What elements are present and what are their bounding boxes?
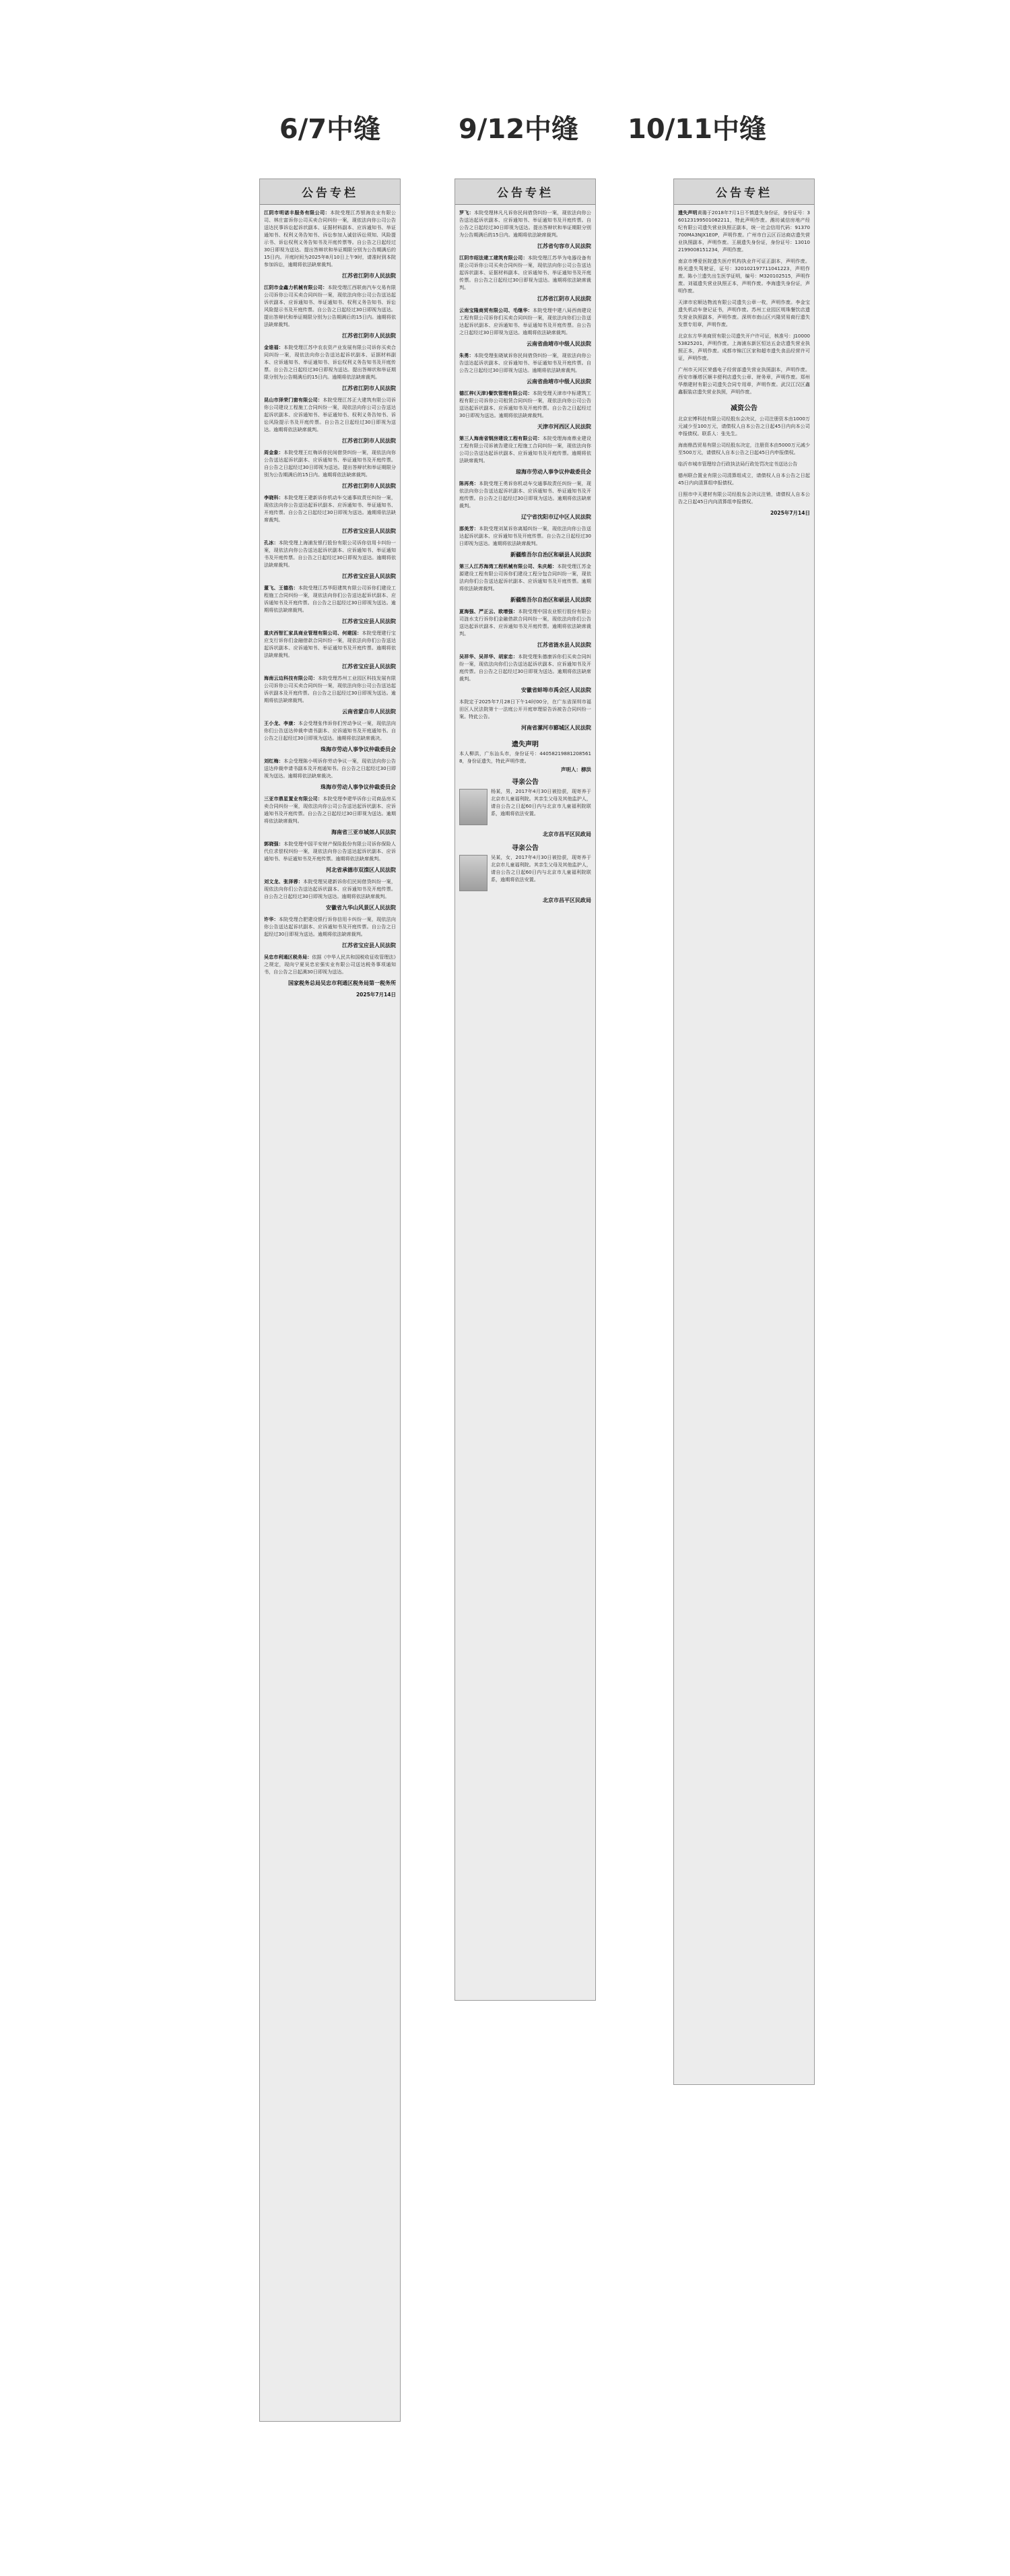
statement-title: 遗失声明 [512,741,539,748]
find-title: 寻亲公告 [512,845,539,852]
court-name: 云南省蒙自市人民法院 [342,709,396,715]
notice-text: 李晓科：本院受理王建新诉你机动车交通事故责任纠纷一案，现依法向你公告送达起诉状副本、应诉通知书、举证通知书、开庭传票。自公告之日起经过30日即视为送达。逾期将依法缺席裁判。 [264,494,396,523]
court-name: 新疆维吾尔自治区和硕县人民法院 [510,552,591,558]
notice-lead: 江阴市绍法建工建筑有限公司： [459,255,528,261]
notice-item [459,434,591,476]
find-notice [459,854,591,904]
notice-item [264,396,396,445]
child-photo [459,789,487,825]
court-name: 江苏省江阴市人民法院 [342,333,396,339]
notice-item [264,284,396,340]
notice-item [459,562,591,604]
notice-text: 北京东方华美商贸有限公司遗失开户许可证，核准号：J1000053825201，声明作废。上海浦东新区恒达五金店遗失营业执照正本，声明作废。成都市锦江区家和超市遗失食品经营许可证，声明作废。 [678,333,810,361]
notice-lead: 周金象： [264,449,284,455]
column-body [260,205,400,1002]
child-photo [459,855,487,891]
ad-text: 日照市中天建材有限公司经股东会决议注销，请债权人自本公告之日起45日内向清算组申报债权。 [678,491,810,505]
court-name: 海南省三亚市城郊人民法院 [331,829,396,835]
notice-text: 德江梓(天津)餐饮管理有限公司：本院受理天津市中标建筑工程有限公司诉你公司租赁合同纠纷一案，现依法向你公司公告送达起诉状副本、应诉通知书及开庭传票。自公告之日起经过30日即视为送达。逾期将依法缺席裁判。 [459,390,592,418]
notice-text: 许华：本院受理合肥建设银行诉你信用卡纠纷一案，现依法向你公告送达起诉状副本、应诉通知书及开庭传票。自公告之日起经过30日即视为送达。逾期将依法缺席裁判。 [264,916,396,937]
notice-text: 云南宝隆商贸有限公司、毛继华：本院受理中建八局西南建设工程有限公司诉你们买卖合同纠纷一案，现依法向你们公告送达起诉状副本、应诉通知书、举证通知书及开庭传票。自公告之日起经过30日即视为送达。逾期将依法缺席裁判。 [459,307,591,335]
notice-text: 董飞、王德浩：本院受理江苏华阳建筑有限公司诉你们建设工程施工合同纠纷一案，现依法向你们公告送达起诉状副本、应诉通知书及开庭传票。自公告之日起经过30日即视为送达。逾期将依法缺席裁判。 [264,585,396,613]
notice-lead: 陈再亮： [459,480,479,486]
notice-text: 朱勇：本院受理张晓斌诉你民间借贷纠纷一案，现依法向你公告送达起诉状副本、应诉通知书、举证通知书及开庭传票。自公告之日起经过30日即视为送达。逾期将依法缺席裁判。 [459,352,591,373]
notice-item [459,352,591,385]
notice-lead: 三亚市鼎星置业有限公司： [264,796,323,802]
column-heading-3: 10/11中缝 [628,114,766,145]
notice-text: 天津市宏顺达物流有限公司遗失公章一枚，声明作废。李金宝遗失机动车登记证书，声明作废。苏州工业园区明珠餐饮店遗失营业执照副本，声明作废。深圳市南山区兴隆贸易商行遗失发票专用章，声明作废。 [678,299,810,327]
notice-item [678,257,810,294]
notice-text: 陈再亮：本院受理王勇诉你机动车交通事故责任纠纷一案，现依法向你公告送达起诉状副本、应诉通知书、举证通知书及开庭传票。自公告之日起经过30日即视为送达。逾期将依法缺席裁判。 [459,480,591,509]
notice-text: 本院定于2025年7月28日下午14时00分，在广东省深圳市福田区人民法院第十一法庭公开开庭审理原告诉被告合同纠纷一案。特此公告。 [459,699,591,719]
notice-lead: 重庆西智汇家具商业管理有限公司、何建国： [264,630,362,636]
notice-item [264,719,396,753]
court-name: 辽宁省沈阳市辽中区人民法院 [521,514,591,520]
notice-lead: 刘红梅： [264,758,284,764]
notice-text: 吴祥华、吴祥华、胡家忠：本院受理朱德康诉你们买卖合同纠纷一案，现依法向你们公告送达起诉状副本、应诉通知书及开庭传票。自公告之日起经过30日即视为送达。逾期将依法缺席裁判。 [459,653,591,682]
notice-lead: 昆山市泽荣门窗有限公司： [264,397,323,403]
find-notice [459,787,591,838]
notice-lead: 德江梓(天津)餐饮管理有限公司： [459,390,533,396]
notice-text: 昆山市泽荣门窗有限公司：本院受理江苏正大建筑有限公司诉你公司建设工程施工合同纠纷一案，现依法向你公司公告送达起诉状副本、应诉通知书、举证通知书、权利义务告知书、诉讼风险提示书及开庭传票。自公告之日起经过30日即视为送达。逾期将依法缺席裁判。 [264,397,396,432]
notice-lead: 孔冰： [264,540,279,546]
court-name: 江苏省宝应县人民法院 [342,942,396,948]
notice-item [678,209,810,253]
court-name: 江苏省江阴市人民法院 [342,438,396,444]
notice-text: 刘红梅：本会受理陈小明诉你劳动争议一案，现依法向你公告送达仲裁申请书副本及开庭通知书。自公告之日起经过30日即视为送达。逾期将依法缺席裁决。 [264,758,396,779]
ad-text: 海南鼎昌贸易有限公司经股东决定，注册资本由5000万元减少至500万元，请债权人自本公告之日起45日内申报债权。 [678,442,810,455]
notice-text: 王小龙、李康：本会受理张伟诉你们劳动争议一案，现依法向你们公告送达仲裁申请书副本、应诉通知书及开庭通知书。自公告之日起经过30日即视为送达。逾期将依法缺席裁决。 [264,720,396,741]
notice-lead: 吴祥华、吴祥华、胡家忠： [459,653,518,659]
notice-item [264,840,396,874]
notice-item [459,698,591,732]
notice-item [264,584,396,625]
notice-item [264,629,396,670]
notice-text: 广州市天河区荣盛电子经营部遗失营业执照副本，声明作废。西安市雁塔区顺丰便利店遗失公章、财务章，声明作废。郑州华鼎建材有限公司遗失合同专用章，声明作废。武汉江汉区鑫鑫服装店遗失营业执照，声明作废。 [678,366,810,395]
notice-item [459,525,591,558]
notice-item [459,389,591,430]
notice-text: 孔冰：本院受理上海浦发银行股份有限公司诉你信用卡纠纷一案，现依法向你公告送达起诉状副本、应诉通知书、举证通知书及开庭传票。自公告之日起经过30日即视为送达。逾期将依法缺席裁判。 [264,540,396,568]
notice-text: 第三人海南省钢房建设工程有限公司：本院受理海南鼎业建设工程有限公司诉被告建设工程施工合同纠纷一案，现依法向你公司公告送达起诉状副本、应诉通知书及开庭传票。逾期将依法缺席裁判。 [459,435,591,463]
notice-item [264,539,396,580]
notice-lead: 吴忠市利通区税务局： [264,954,312,960]
notice-lead: 董飞、王德浩： [264,585,298,591]
notice-text: 三亚市鼎星置业有限公司：本院受理李建华诉你公司商品房买卖合同纠纷一案，现依法向你公司公告送达起诉状副本、应诉通知书及开庭传票。自公告之日起经过30日即视为送达。逾期将依法缺席裁判。 [264,796,396,824]
ad-item [678,415,810,437]
notice-lead: 王小龙、李康： [264,720,298,726]
find-text: 杨某，男，2017年4月30日被拾获，现寄养于北京市儿童福利院。其亲生父母及其他监护人，请自公告之日起60日内与北京市儿童福利院联系，逾期将依法安置。 [491,788,591,816]
notice-text: 第三人江苏海湾工程机械有限公司、朱庆超：本院受理江苏金源建设工程有限公司诉你们建设工程分包合同纠纷一案，现依法向你们公告送达起诉状副本、应诉通知书及开庭传票。逾期将依法缺席裁判。 [459,563,591,591]
court-name: 江苏省江阴市人民法院 [342,483,396,489]
court-name: 江苏省宝应县人民法院 [342,618,396,624]
column-body [674,205,814,521]
court-name: 琼海市劳动人事争议仲裁委员会 [516,469,591,475]
notice-item [264,494,396,535]
notice-lead: 第三人海南省钢房建设工程有限公司： [459,435,543,441]
notice-item [264,209,396,280]
court-name: 江苏省江阴市人民法院 [342,385,396,391]
column-title: 公告专栏 [260,179,400,205]
notice-text: 江阴市明诺丰服务有限公司：本院受理江苏银海农业有限公司、林庄富诉你公司买卖合同纠纷一案，现依法向你公司公告送达民事诉讼起诉状副本、证据材料副本、应诉通知书、举证通知书、权利义务告知书、诉讼参加人诚信诉讼须知、风险提示书、诉讼权利义务告知书及开庭传票等。自公告之日起经过30日即视为送达。提出答辩状和举证期限分别为公告期满后的15日内。开庭时间为2025年8月10日上午9时，请准时到本院参加诉讼，逾期将依法缺席裁判。 [264,210,397,267]
notice-lead: 遗失声明 [678,210,698,216]
column-body [455,205,595,909]
notice-text: 罗飞：本院受理林凡凡诉你民间借贷纠纷一案，现依法向你公告送达起诉状副本、应诉通知书、举证通知书及开庭传票。自公告之日起经过30日即视为送达。提出答辩状和举证期限分别为公告期满后的15日内。逾期将依法缺席裁判。 [459,210,591,238]
notice-item [678,298,810,328]
court-name: 河北省承德市双滦区人民法院 [326,867,396,873]
notice-text: 江阴市绍法建工建筑有限公司：本院受理江苏华为电器设备有限公司诉你公司买卖合同纠纷一案，现依法向你公司公告送达起诉状副本、证据材料副本、应诉通知书、举证通知书及开庭传票。自公告之日起经过30日即视为送达。逾期将依法缺席裁判。 [459,255,591,290]
court-name: 云南省曲靖市中级人民法院 [527,379,591,385]
notice-lead: 李晓科： [264,494,284,501]
notice-item [264,915,396,949]
notice-item [459,480,591,521]
notice-lead: 第三人江苏海湾工程机械有限公司、朱庆超： [459,563,558,569]
ad-section-title: 减资公告 [731,405,758,412]
court-name: 云南省曲靖市中级人民法院 [527,341,591,347]
ad-item [678,460,810,468]
notice-item [459,254,591,302]
court-name: 江苏省宝应县人民法院 [342,664,396,670]
notice-lead: 那美芳： [459,525,479,532]
court-name: 国家税务总局吴忠市利通区税务局第一税务所 [288,980,396,986]
notice-text: 金谁福：本院受理江苏中农农资产业发展有限公司诉你买卖合同纠纷一案，现依法向你公告送达起诉状副本、证据材料副本、应诉通知书、举证通知书、诉讼权利义务告知书及开庭传票。自公告之日起经过30日即视为送达。提出答辩状和举证期限分别为公告期满后的15日内。逾期将依法缺席裁判。 [264,344,396,380]
notice-item [459,209,591,250]
notice-item [264,757,396,791]
statement-text: 本人柳洪，广东汕头市，身份证号：440582198812085618，身份证遗失，特此声明作废。 [459,750,591,764]
ad-text: 德州联合置业有限公司清算组成立，请债权人自本公告之日起45日内向清算组申报债权。 [678,472,810,486]
notice-item [459,653,591,694]
column-heading-1: 6/7中缝 [279,114,381,145]
notice-text: 南京市博爱医院遗失医疗机构执业许可证正副本，声明作废。杨光遗失驾驶证，证号：320102197711041223，声明作废。陈小兰遗失出生医学证明，编号：M320102515，声明作废。刘福遗失营业执照正本，声明作废。李海遗失身份证，声明作废。 [678,258,810,294]
ad-text: 北京宏博科技有限公司经股东会决议，公司注册资本由1000万元减少至100万元，请债权人自本公告之日起45日内向本公司申报债权。联系人：张先生。 [678,416,810,437]
notice-lead: 云南宝隆商贸有限公司、毛继华： [459,307,533,313]
notice-lead: 金谁福： [264,344,284,350]
ad-item [678,472,810,486]
court-name: 江苏省句容市人民法院 [537,243,591,249]
column-title: 公告专栏 [674,179,814,205]
notice-item [678,332,810,362]
notice-column-2 [454,179,596,2001]
column-heading-2: 9/12中缝 [458,114,579,145]
court-name: 江苏省宝应县人民法院 [342,528,396,534]
ad-item [678,441,810,456]
notice-item [459,307,591,348]
notice-text: 夏海强、严正云、欧增强：本院受理中国农业银行股份有限公司涟水支行诉你们金融借款合同纠纷一案，现依法向你们公告送达起诉状副本、应诉通知书及开庭传票。逾期将依法缺席裁判。 [459,608,591,637]
court-name: 江苏省宝应县人民法院 [342,573,396,579]
notice-item [264,795,396,836]
notice-text: 刘文龙、张泽蓉：本院受理吴建新诉你们民间借贷纠纷一案，现依法向你们公告送达起诉状副本、应诉通知书及开庭传票。自公告之日起经过30日即视为送达。逾期将依法缺席裁判。 [264,878,396,899]
notice-lead: 海南云边科技有限公司： [264,675,318,681]
court-name: 新疆维吾尔自治区和硕县人民法院 [510,597,591,603]
notice-lead: 罗飞： [459,210,474,216]
court-name: 江苏省江阴市人民法院 [537,296,591,302]
notice-date: 2025年7月14日 [356,992,396,998]
court-name: 江苏省涟水县人民法院 [537,642,591,648]
column-title: 公告专栏 [455,179,595,205]
court-name: 珠海市劳动人事争议仲裁委员会 [321,784,396,790]
notice-text: 重庆西智汇家具商业管理有限公司、何建国：本院受理建行宝应支行诉你们金融借款合同纠纷一案，现依法向你们公告送达起诉状副本、应诉通知书、举证通知书及开庭传票。逾期将依法缺席裁判。 [264,630,396,658]
notice-lead: 刘文龙、张泽蓉： [264,878,304,884]
notice-item [264,344,396,392]
notice-item [264,878,396,911]
notice-item [678,366,810,395]
find-org: 北京市昌平区民政局 [543,831,591,837]
ad-item [678,490,810,505]
ad-text: 临沂市城市管理综合行政执法局行政处罚决定书送达公告 [678,461,798,467]
find-org: 北京市昌平区民政局 [543,897,591,903]
notice-item [264,953,396,987]
notice-text: 郭晓强：本院受理中国平安财产保险股份有限公司诉你保险人代位求偿权纠纷一案，现依法向你公告送达起诉状副本、应诉通知书、举证通知书及开庭传票。逾期将依法缺席裁判。 [264,841,396,862]
notice-lead: 夏海强、严正云、欧增强： [459,608,518,614]
notice-date: 2025年7月14日 [770,510,810,516]
notice-text: 吴忠市利通区税务局：依据《中华人民共和国税收征收管理法》之规定，现向宁夏吴忠宏强实业有限公司送达税务事项通知书，自公告之日起满30日即视为送达。 [264,954,396,975]
notice-lead: 郭晓强： [264,841,284,847]
notice-lead: 许华： [264,916,279,922]
court-name: 安徽省九华山风景区人民法院 [326,905,396,911]
court-name: 江苏省江阴市人民法院 [342,273,396,279]
find-title: 寻亲公告 [512,779,539,786]
court-name: 珠海市劳动人事争议仲裁委员会 [321,746,396,752]
notice-text: 遗失声明黄璐于2018年7月1日不慎遗失身份证，身份证号：360123199501082211，特此声明作废。潍坊诚信房地产经纪有限公司遗失营业执照正副本，统一社会信用代码：91370700MA3NJX1E0P，声明作废。广州市白云区百达商店遗失营业执照副本，声明作废。王晨遗失身份证，身份证号：130102199008151234，声明作废。 [678,210,811,253]
notice-lead: 朱勇： [459,352,474,358]
notice-column-1 [259,179,401,2422]
court-name: 河南省漯河市郾城区人民法院 [521,725,591,731]
statement-sign: 声明人：柳洪 [561,767,591,773]
notice-text: 那美芳：本院受理刘某诉你离婚纠纷一案，现依法向你公告送达起诉状副本、应诉通知书及开庭传票。自公告之日起经过30日即视为送达。逾期将依法缺席裁判。 [459,525,591,546]
court-name: 天津市河西区人民法院 [537,424,591,430]
notice-item [459,608,591,649]
notice-item [264,449,396,490]
notice-text: 周金象：本院受理王红梅诉你民间借贷纠纷一案，现依法向你公告送达起诉状副本、应诉通知书、举证通知书及开庭传票。自公告之日起经过30日即视为送达。提出答辩状和举证期限分别为公告期满后的15日内。逾期将依法缺席裁判。 [264,449,396,478]
notice-column-3 [673,179,815,2085]
notice-lead: 江阴市金鑫力机械有限公司： [264,284,328,290]
notice-lead: 江阴市明诺丰服务有限公司： [264,210,331,216]
notice-text: 海南云边科技有限公司：本院受理苏州工业园区科技发展有限公司诉你公司买卖合同纠纷一案，现依法向你公司公告送达起诉状副本及开庭传票。自公告之日起经过30日即视为送达。逾期将依法缺席裁判。 [264,675,396,703]
notice-item [264,674,396,715]
court-name: 安徽省蚌埠市禹会区人民法院 [521,687,591,693]
find-text: 吴某，女，2017年4月30日被拾获，现寄养于北京市儿童福利院。其亲生父母及其他监护人，请自公告之日起60日内与北京市儿童福利院联系，逾期将依法安置。 [491,854,591,882]
notice-text: 江阴市金鑫力机械有限公司：本院受理江西联南汽车交易有限公司诉你公司买卖合同纠纷一案，现依法向你公司公告送达起诉状副本、应诉通知书、举证通知书、权利义务告知书、诉讼风险提示书及开庭传票。自公告之日起经过30日即视为送达。提出答辩状和举证期限分别为公告期满后的15日内。逾期将依法缺席裁判。 [264,284,396,327]
